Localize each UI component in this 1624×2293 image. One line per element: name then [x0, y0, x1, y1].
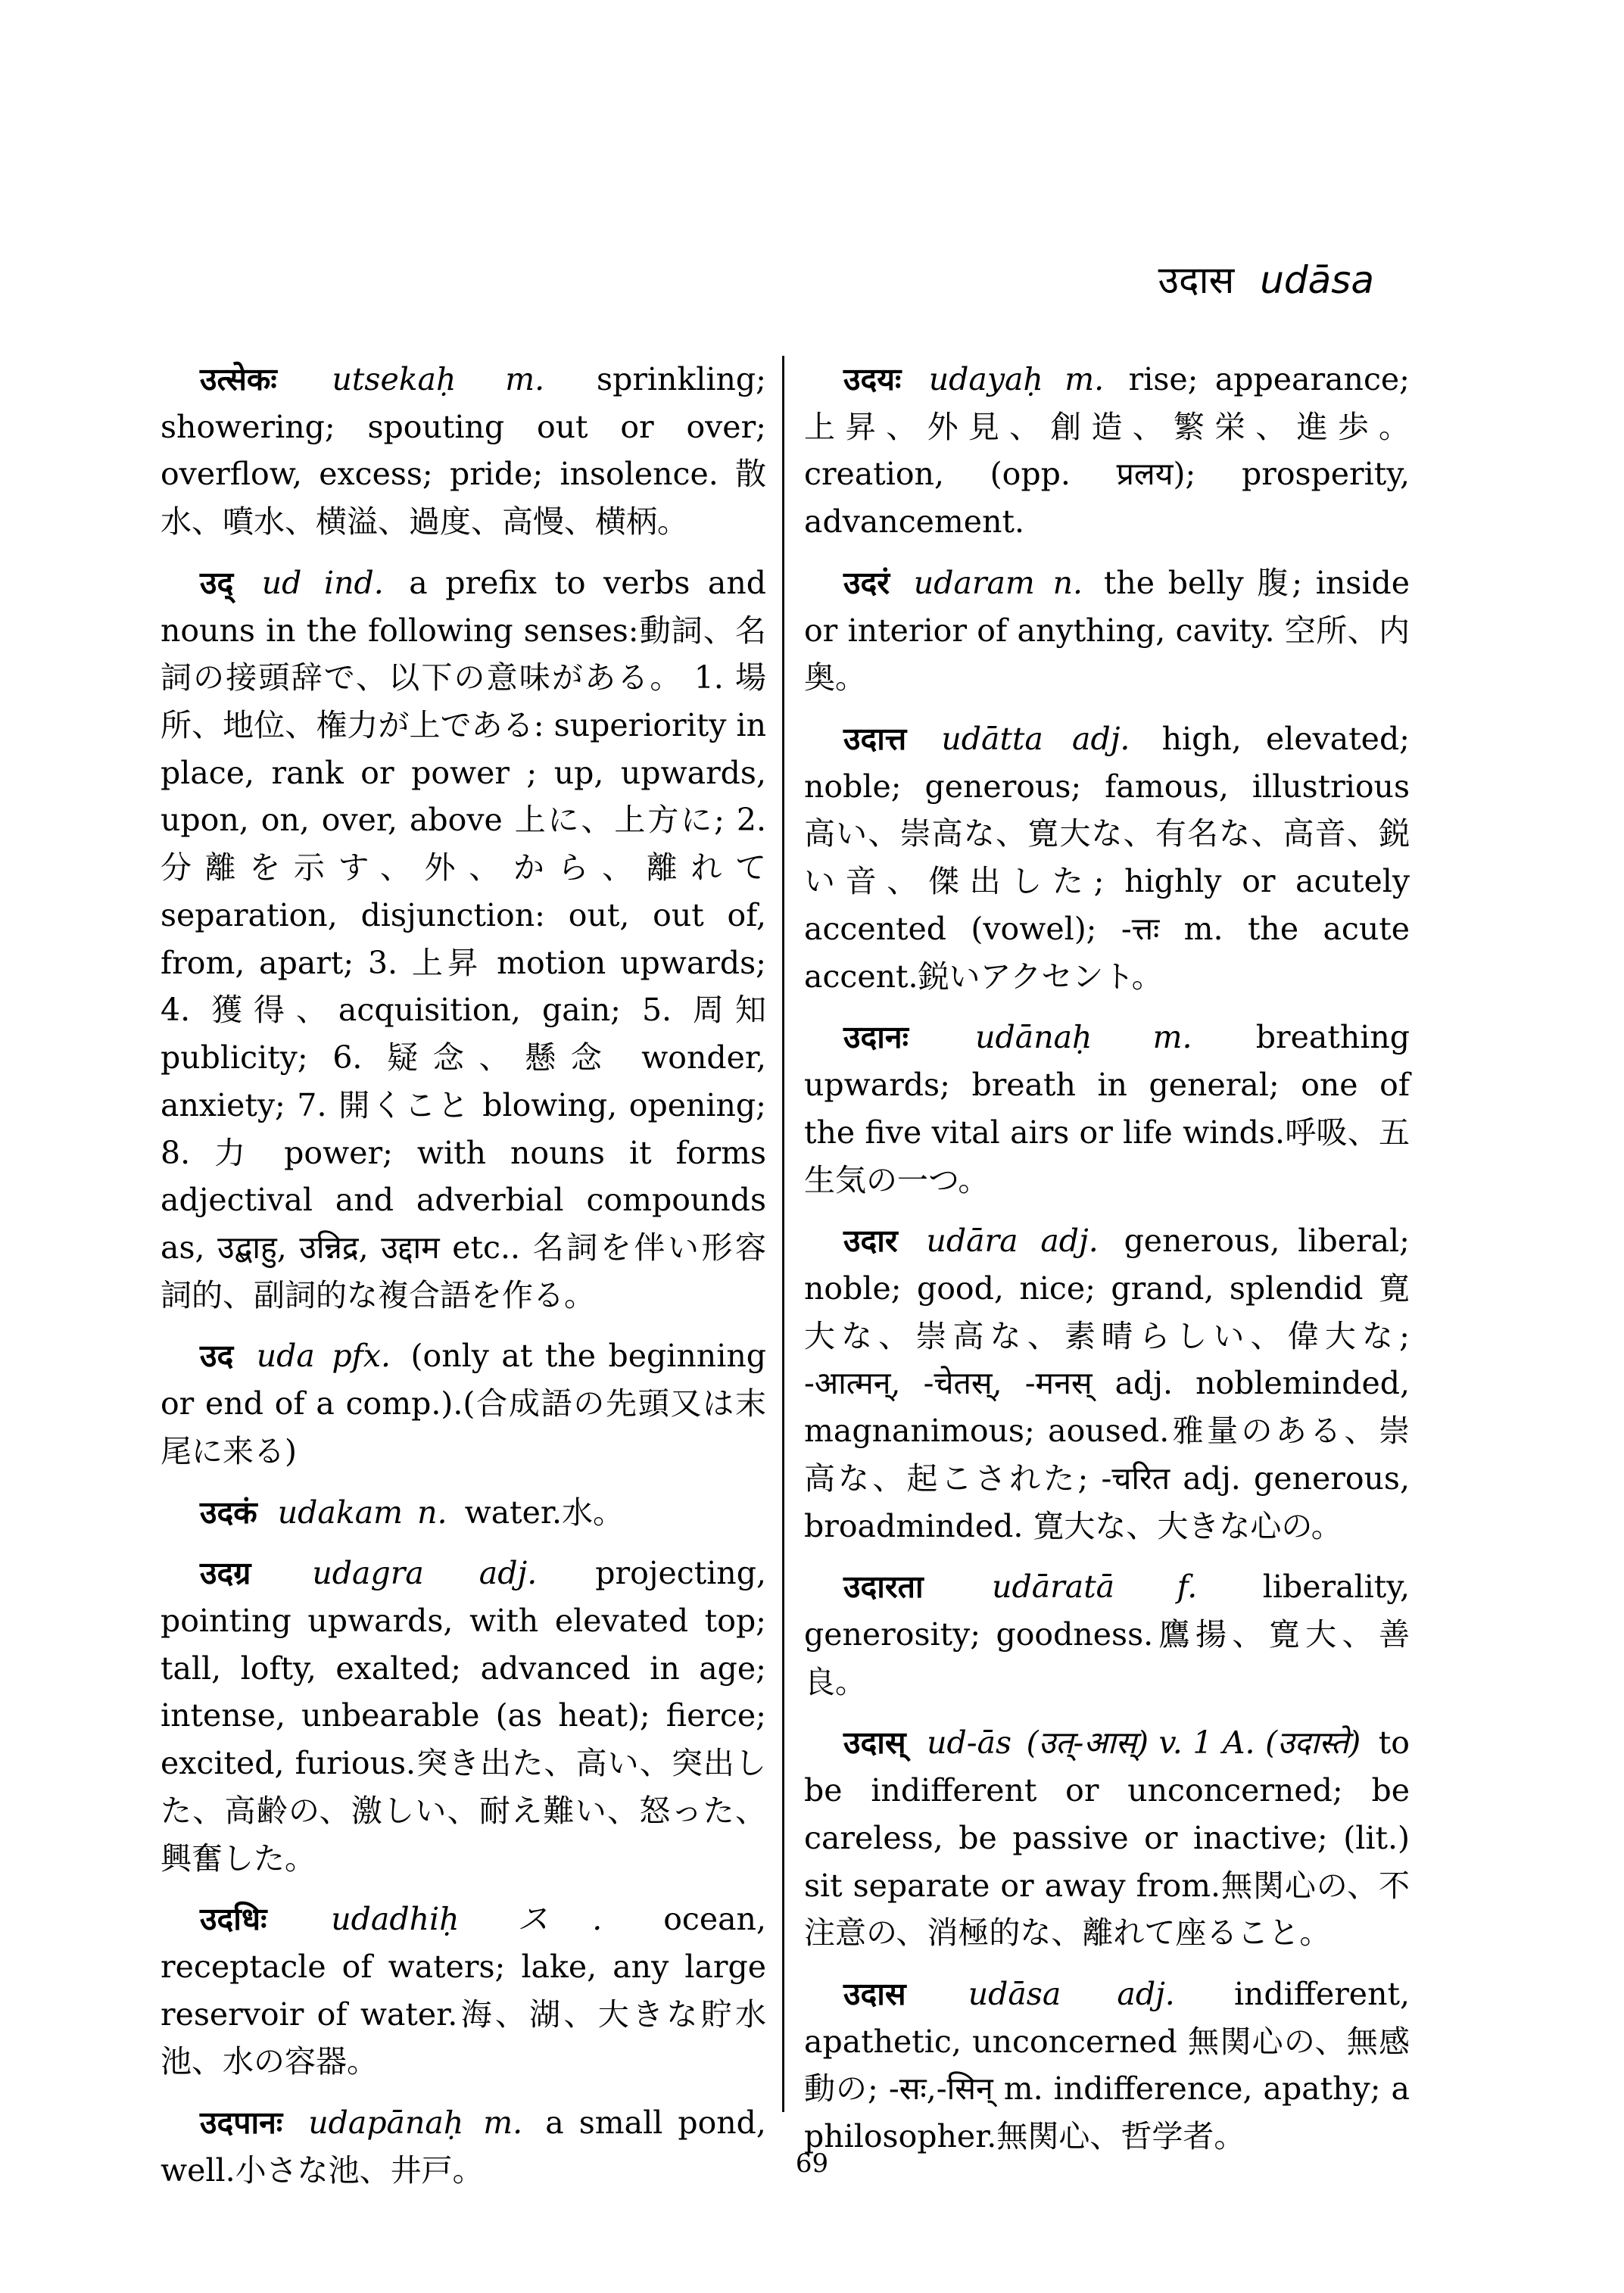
entry-transliteration: uda [256, 1338, 315, 1375]
entry-grammar: n. [417, 1494, 447, 1531]
page-number: 69 [795, 2148, 829, 2179]
entry-headword: उदधिः [200, 1901, 267, 1938]
entry-definition: high, elevated; noble; generous; famous, illustrious 高い、崇高な、寛大な、有名な、高音、鋭い音、傑出した; highly or acutely accented (vowel); -त्तः m. the acute accent.鋭いアクセント。 [804, 721, 1410, 995]
entry-transliteration: udāra [926, 1223, 1018, 1260]
entry-transliteration: udadhiḥ [331, 1901, 460, 1938]
entry-grammar: ind. [323, 564, 384, 601]
entry-headword: उदयः [843, 361, 902, 397]
entry-definition: rise; appearance;上昇、外見、創造、繁栄、進歩。 creation, (opp. प्रलय); prosperity, advancement. [804, 361, 1410, 541]
entry-definition: a prefix to verbs and nouns in the following senses:動詞、名詞の接頭辞で、以下の意味がある。 1. 場所、地位、権力が上である: superiority in place, rank or power ; up, upwards, upon, on, over, above 上に、上方に; 2. 分離を示す、外、から、離れて separation, disjunction: out, out of, from, apart; 3. 上昇 motion upwards; 4. 獲得、acquisition, gain; 5. 周知 publicity; 6. 疑念、懸念 wonder, anxiety; 7. 開くこと blowing, opening; 8. 力 power; with nouns it forms adjectival and adverbial compounds as, उद्बाहु, उन्निद्र, उद्दाम etc.. 名詞を伴い形容詞的、副詞的な複合語を作る。 [161, 564, 766, 1313]
entry-definition: projecting, pointing upwards, with elevated top; tall, lofty, exalted; advanced in age; intense, unbearable (as heat); fierce; excited, furious.突き出た、高い、突出した、高齢の、激しい、耐え難い、怒った、興奮した。 [161, 1555, 766, 1877]
entry-headword: उदारता [843, 1569, 924, 1606]
running-head-devanagari: उदास [1158, 258, 1235, 302]
entry-definition: ocean, receptacle of waters; lake, any large reservoir of water.海、湖、大きな貯水池、水の容器。 [161, 1901, 766, 2080]
entry-grammar: m. [1064, 361, 1105, 397]
entry-transliteration: udakam [277, 1494, 404, 1531]
entry-transliteration: udātta [941, 721, 1043, 758]
entry-definition: sprinkling; showering; spouting out or over; overflow, excess; pride; insolence. 散水、噴水、横溢、過度、高慢、横柄。 [161, 361, 766, 541]
dictionary-entry [161, 356, 766, 546]
entry-definition: generous, liberal; noble; good, nice; grand, splendid 寛大な、崇高な、素晴らしい、偉大な; -आत्मन्, -चेतस्, -मनस् adj. nobleminded, magnanimous; aoused.雅量のある、崇高な、起こされた; -चरित adj. generous, broadminded. 寛大な、大きな心の。 [804, 1223, 1410, 1544]
entry-headword: उद [200, 1338, 234, 1375]
dictionary-entry [804, 715, 1410, 1000]
entry-definition: liberality, generosity; goodness.鷹揚、寛大、善良。 [804, 1569, 1410, 1700]
entry-grammar: adj. [1117, 1976, 1175, 2012]
dictionary-entry [161, 1896, 766, 2086]
entry-headword: उदग्र [200, 1555, 251, 1592]
dictionary-entry [804, 559, 1410, 702]
dictionary-entry [161, 2099, 766, 2194]
dictionary-entry [804, 1971, 1410, 2161]
dictionary-entry [804, 1563, 1410, 1706]
dictionary-entry [804, 1719, 1410, 1957]
entry-definition: (only at the beginning or end of a comp.).(合成語の先頭又は末尾に来る) [161, 1338, 766, 1469]
right-column [804, 356, 1410, 2174]
entry-grammar: m. [505, 361, 545, 397]
entry-headword: उद् [200, 564, 234, 601]
entry-grammar: adj. [478, 1555, 538, 1592]
entry-headword: उदरं [843, 564, 890, 601]
entry-transliteration: ud [261, 564, 302, 601]
entry-transliteration: udayaḥ [928, 361, 1043, 397]
left-column [161, 356, 766, 2208]
entry-headword: उदास [843, 1976, 906, 2012]
entry-headword: उदात्त [843, 721, 907, 758]
entry-grammar: m. [483, 2105, 523, 2142]
entry-grammar: f. [1177, 1569, 1198, 1606]
dictionary-entry [161, 1489, 766, 1537]
entry-transliteration: udapānaḥ [308, 2105, 464, 2142]
entry-grammar: (उत्-आस्) v. 1 A. (उदास्ते) [1026, 1724, 1361, 1762]
dictionary-entry [161, 559, 766, 1319]
entry-grammar: adj. [1072, 721, 1130, 758]
dictionary-entry [161, 1332, 766, 1475]
entry-definition: to be indifferent or unconcerned; be careless, be passive or inactive; (lit.) sit separate or away from.無関心の、不注意の、消極的な、離れて座ること。 [804, 1724, 1410, 1952]
entry-transliteration: udaram [913, 564, 1035, 601]
column-divider [782, 356, 784, 2112]
entry-transliteration: ud-ās [927, 1724, 1012, 1762]
entry-transliteration: udagra [312, 1555, 424, 1592]
entry-grammar: pfx. [332, 1338, 391, 1375]
entry-definition: a small pond, well.小さな池、井戸。 [161, 2105, 766, 2189]
entry-grammar: n. [1052, 564, 1083, 601]
entry-headword: उदास् [843, 1724, 906, 1762]
dictionary-entry [804, 1014, 1410, 1204]
entry-headword: उत्सेकः [200, 361, 277, 397]
entry-definition: water.水。 [464, 1494, 624, 1531]
running-head-roman: udāsa [1260, 258, 1374, 302]
entry-transliteration: udāsa [968, 1976, 1061, 2012]
entry-grammar: adj. [1040, 1223, 1099, 1260]
entry-definition: breathing upwards; breath in general; one of the five vital airs or life winds.呼吸、五生気の一つ。 [804, 1019, 1410, 1198]
entry-headword: उदानः [843, 1019, 909, 1056]
entry-transliteration: utsekaḥ [332, 361, 457, 397]
running-head [1158, 258, 1374, 302]
entry-definition: the belly 腹; inside or interior of anything, cavity. 空所、内奥。 [804, 564, 1410, 696]
entry-grammar: m. [1152, 1019, 1192, 1056]
entry-headword: उदकं [200, 1494, 257, 1531]
entry-headword: उदपानः [200, 2105, 283, 2142]
dictionary-entry [804, 1217, 1410, 1550]
entry-transliteration: udāratā [992, 1569, 1115, 1606]
dictionary-entry [161, 1550, 766, 1882]
entry-grammar: ス. [517, 1901, 603, 1938]
dictionary-entry [804, 356, 1410, 546]
entry-definition: indifferent, apathetic, unconcerned 無関心の、無感動の; -सः,-सिन् m. indifference, apathy; a philosopher.無関心、哲学者。 [804, 1976, 1410, 2155]
entry-headword: उदार [843, 1223, 898, 1260]
entry-transliteration: udānaḥ [975, 1019, 1093, 1056]
